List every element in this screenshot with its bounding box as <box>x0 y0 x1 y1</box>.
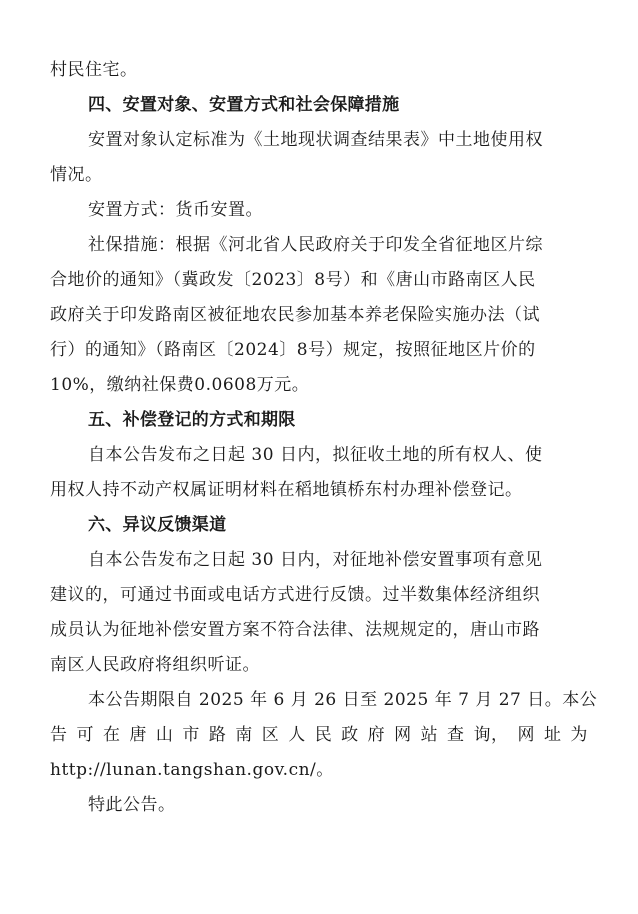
text-line: 建议的，可通过书面或电话方式进行反馈。过半数集体经济组织 <box>50 585 540 605</box>
char: 政 <box>341 725 359 745</box>
text-line: 10%，缴纳社保费0.0608万元。 <box>50 375 310 395</box>
char: 网 <box>517 725 535 745</box>
closing-line: 特此公告。 <box>88 795 176 815</box>
char: 址 <box>543 725 562 745</box>
section-heading-5: 五、补偿登记的方式和期限 <box>88 410 296 430</box>
char: 唐 <box>129 725 147 745</box>
char: 山 <box>155 725 174 745</box>
char: 南 <box>235 725 253 745</box>
char: 在 <box>102 725 121 745</box>
text-line: 村民住宅。 <box>50 60 138 80</box>
justified-text-line <box>50 723 588 747</box>
text-line: 安置方式：货币安置。 <box>88 200 263 220</box>
text-line: 合地价的通知》（冀政发〔2023〕8号）和《唐山市路南区人民 <box>50 270 536 290</box>
text-line: 南区人民政府将组织听证。 <box>50 655 260 675</box>
section-heading-6: 六、异议反馈渠道 <box>88 515 227 535</box>
char: 路 <box>208 725 227 745</box>
char: 为 <box>570 725 588 745</box>
text-line: 情况。 <box>50 165 103 185</box>
text-line: 安置对象认定标准为《土地现状调查结果表》中土地使用权 <box>88 130 543 150</box>
text-line: 自本公告发布之日起 30 日内，对征地补偿安置事项有意见 <box>88 550 543 570</box>
website-url: http://lunan.tangshan.gov.cn/。 <box>50 760 334 780</box>
char: 府 <box>367 725 386 745</box>
char: 站 <box>420 725 439 745</box>
text-line: 本公告期限自 2025 年 6 月 26 日至 2025 年 7 月 27 日。本公 <box>88 690 598 710</box>
char: 人 <box>288 725 306 745</box>
char: 民 <box>314 725 333 745</box>
text-line: 用权人持不动产权属证明材料在稻地镇桥东村办理补偿登记。 <box>50 480 523 500</box>
char: 区 <box>261 725 280 745</box>
text-line: 政府关于印发路南区被征地农民参加基本养老保险实施办法（试 <box>50 305 540 325</box>
char: 可 <box>76 725 94 745</box>
char: 询， <box>473 725 509 745</box>
char: 查 <box>447 725 465 745</box>
text-line: 社保措施：根据《河北省人民政府关于印发全省征地区片综 <box>88 235 543 255</box>
char: 市 <box>182 725 200 745</box>
text-line: 自本公告发布之日起 30 日内，拟征收土地的所有权人、使 <box>88 445 543 465</box>
char: 告 <box>50 725 68 745</box>
text-line: 行）的通知》（路南区〔2024〕8号）规定，按照征地区片价的 <box>50 340 536 360</box>
section-heading-4: 四、安置对象、安置方式和社会保障措施 <box>88 95 400 115</box>
char: 网 <box>394 725 412 745</box>
text-line: 成员认为征地补偿安置方案不符合法律、法规规定的，唐山市路 <box>50 620 540 640</box>
